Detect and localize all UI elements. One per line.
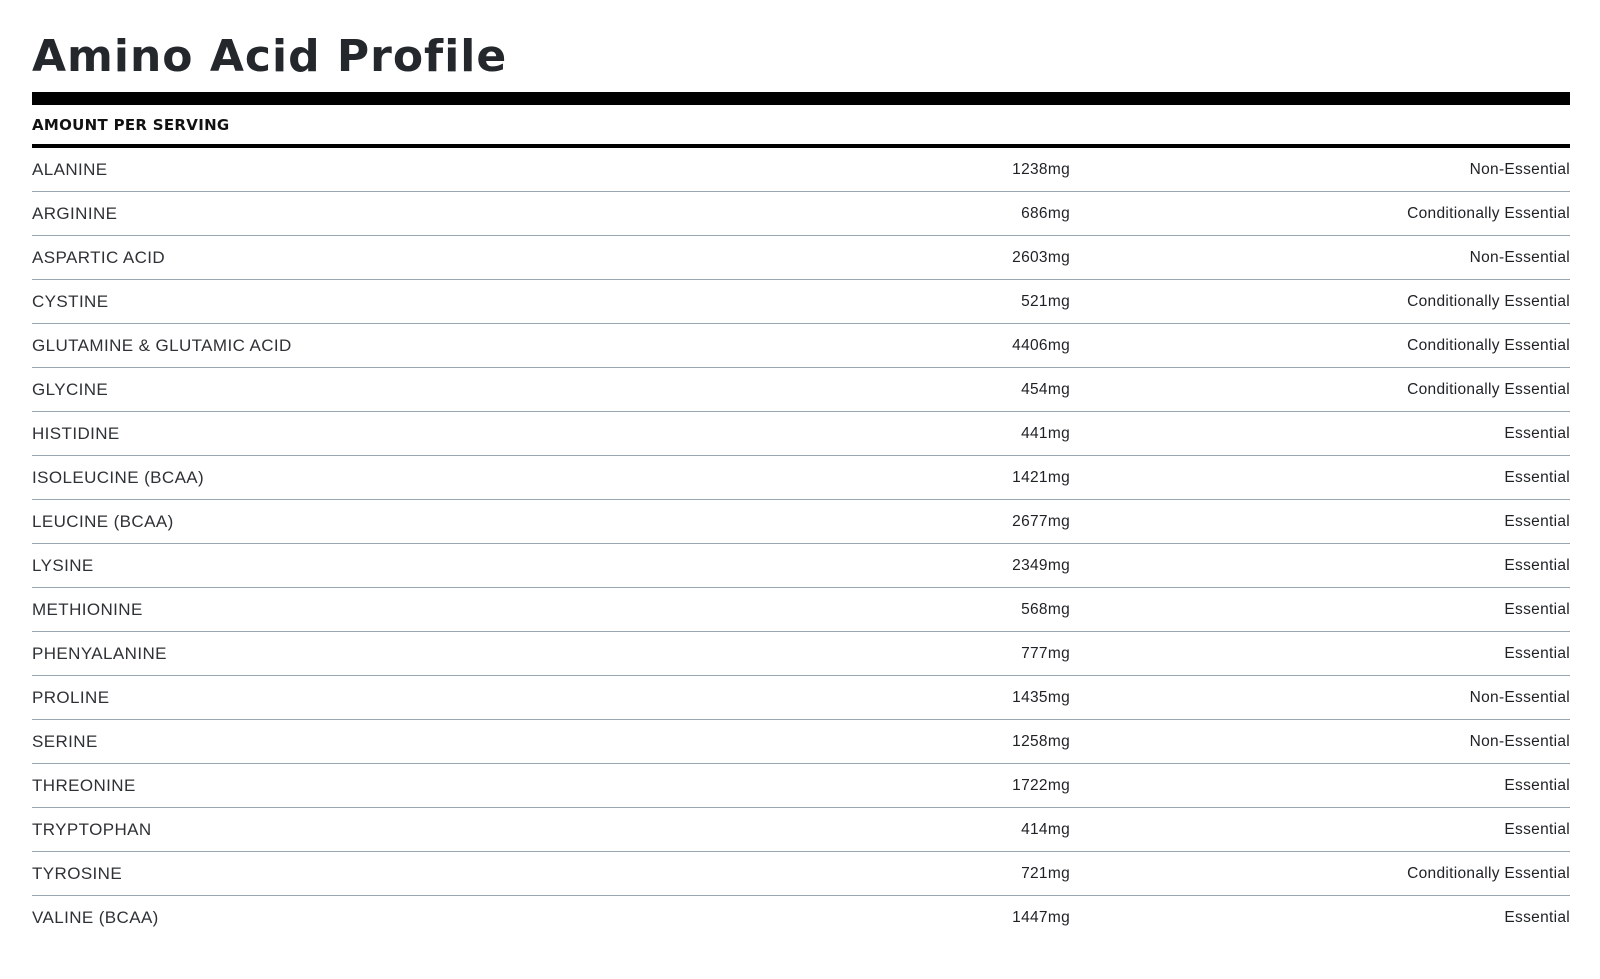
amino-acid-category: Essential <box>1504 425 1570 442</box>
amino-acid-category: Non-Essential <box>1469 689 1570 706</box>
amino-acid-amount: 2349mg <box>1012 557 1070 574</box>
amino-acid-amount: 1238mg <box>1012 161 1070 178</box>
amino-acid-name: VALINE (BCAA) <box>32 908 159 927</box>
amino-acid-name: TRYPTOPHAN <box>32 820 152 839</box>
table-row <box>32 412 1570 456</box>
amino-acid-name: ASPARTIC ACID <box>32 248 166 267</box>
amino-acid-category: Essential <box>1504 601 1570 618</box>
amount-per-serving-header: AMOUNT PER SERVING <box>32 105 1570 148</box>
amino-acid-name: LEUCINE (BCAA) <box>32 512 174 531</box>
table-row <box>32 192 1570 236</box>
amino-acid-category: Non-Essential <box>1469 733 1570 750</box>
amino-acid-category: Non-Essential <box>1469 249 1570 266</box>
amino-acid-name: LYSINE <box>32 556 94 575</box>
amino-acid-amount: 4406mg <box>1012 337 1070 354</box>
amino-acid-category: Conditionally Essential <box>1407 337 1570 354</box>
table-row <box>32 720 1570 764</box>
table-row <box>32 896 1570 940</box>
table-row <box>32 236 1570 280</box>
amino-acid-name: THREONINE <box>32 776 136 795</box>
page-title: Amino Acid Profile <box>32 31 508 82</box>
title-divider <box>32 92 1570 105</box>
amino-acid-amount: 686mg <box>1021 205 1070 222</box>
table-row <box>32 588 1570 632</box>
amino-acid-table <box>32 148 1570 940</box>
amino-acid-category: Essential <box>1504 469 1570 486</box>
amino-acid-category: Essential <box>1504 821 1570 838</box>
table-row <box>32 280 1570 324</box>
table-row <box>32 456 1570 500</box>
amino-acid-category: Essential <box>1504 645 1570 662</box>
amino-acid-amount: 1435mg <box>1012 689 1070 706</box>
amino-acid-amount: 721mg <box>1021 865 1070 882</box>
amino-acid-amount: 1722mg <box>1012 777 1070 794</box>
amino-acid-name: ARGININE <box>32 204 118 223</box>
table-row <box>32 632 1570 676</box>
table-row <box>32 544 1570 588</box>
amino-acid-category: Conditionally Essential <box>1407 205 1570 222</box>
amino-acid-category: Essential <box>1504 513 1570 530</box>
amino-acid-name: PHENYALANINE <box>32 644 167 663</box>
amino-acid-name: SERINE <box>32 732 98 751</box>
amino-acid-name: CYSTINE <box>32 292 109 311</box>
amino-acid-name: TYROSINE <box>32 864 123 883</box>
amino-acid-amount: 1447mg <box>1012 909 1070 926</box>
amino-acid-amount: 454mg <box>1021 381 1070 398</box>
amino-acid-name: GLUTAMINE & GLUTAMIC ACID <box>32 336 292 355</box>
amino-acid-amount: 568mg <box>1021 601 1070 618</box>
amino-acid-name: ISOLEUCINE (BCAA) <box>32 468 205 487</box>
amino-acid-name: METHIONINE <box>32 600 143 619</box>
table-row <box>32 676 1570 720</box>
amino-acid-category: Essential <box>1504 909 1570 926</box>
table-row <box>32 852 1570 896</box>
amino-acid-amount: 2603mg <box>1012 249 1070 266</box>
amino-acid-amount: 1421mg <box>1012 469 1070 486</box>
amino-acid-amount: 777mg <box>1021 645 1070 662</box>
table-row <box>32 764 1570 808</box>
table-row <box>32 500 1570 544</box>
amino-acid-amount: 414mg <box>1021 821 1070 838</box>
amino-acid-profile-panel <box>32 0 1570 940</box>
amino-acid-category: Essential <box>1504 777 1570 794</box>
table-row <box>32 324 1570 368</box>
amino-acid-category: Conditionally Essential <box>1407 381 1570 398</box>
table-row <box>32 808 1570 852</box>
amino-acid-name: GLYCINE <box>32 380 109 399</box>
amino-acid-amount: 441mg <box>1021 425 1070 442</box>
amino-acid-category: Conditionally Essential <box>1407 865 1570 882</box>
amino-acid-amount: 2677mg <box>1012 513 1070 530</box>
amino-acid-name: HISTIDINE <box>32 424 120 443</box>
table-row <box>32 368 1570 412</box>
amino-acid-category: Essential <box>1504 557 1570 574</box>
amino-acid-amount: 521mg <box>1021 293 1070 310</box>
amino-acid-amount: 1258mg <box>1012 733 1070 750</box>
amino-acid-name: ALANINE <box>32 160 108 179</box>
amino-acid-name: PROLINE <box>32 688 110 707</box>
amino-acid-category: Non-Essential <box>1469 161 1570 178</box>
amino-acid-category: Conditionally Essential <box>1407 293 1570 310</box>
table-row <box>32 148 1570 192</box>
